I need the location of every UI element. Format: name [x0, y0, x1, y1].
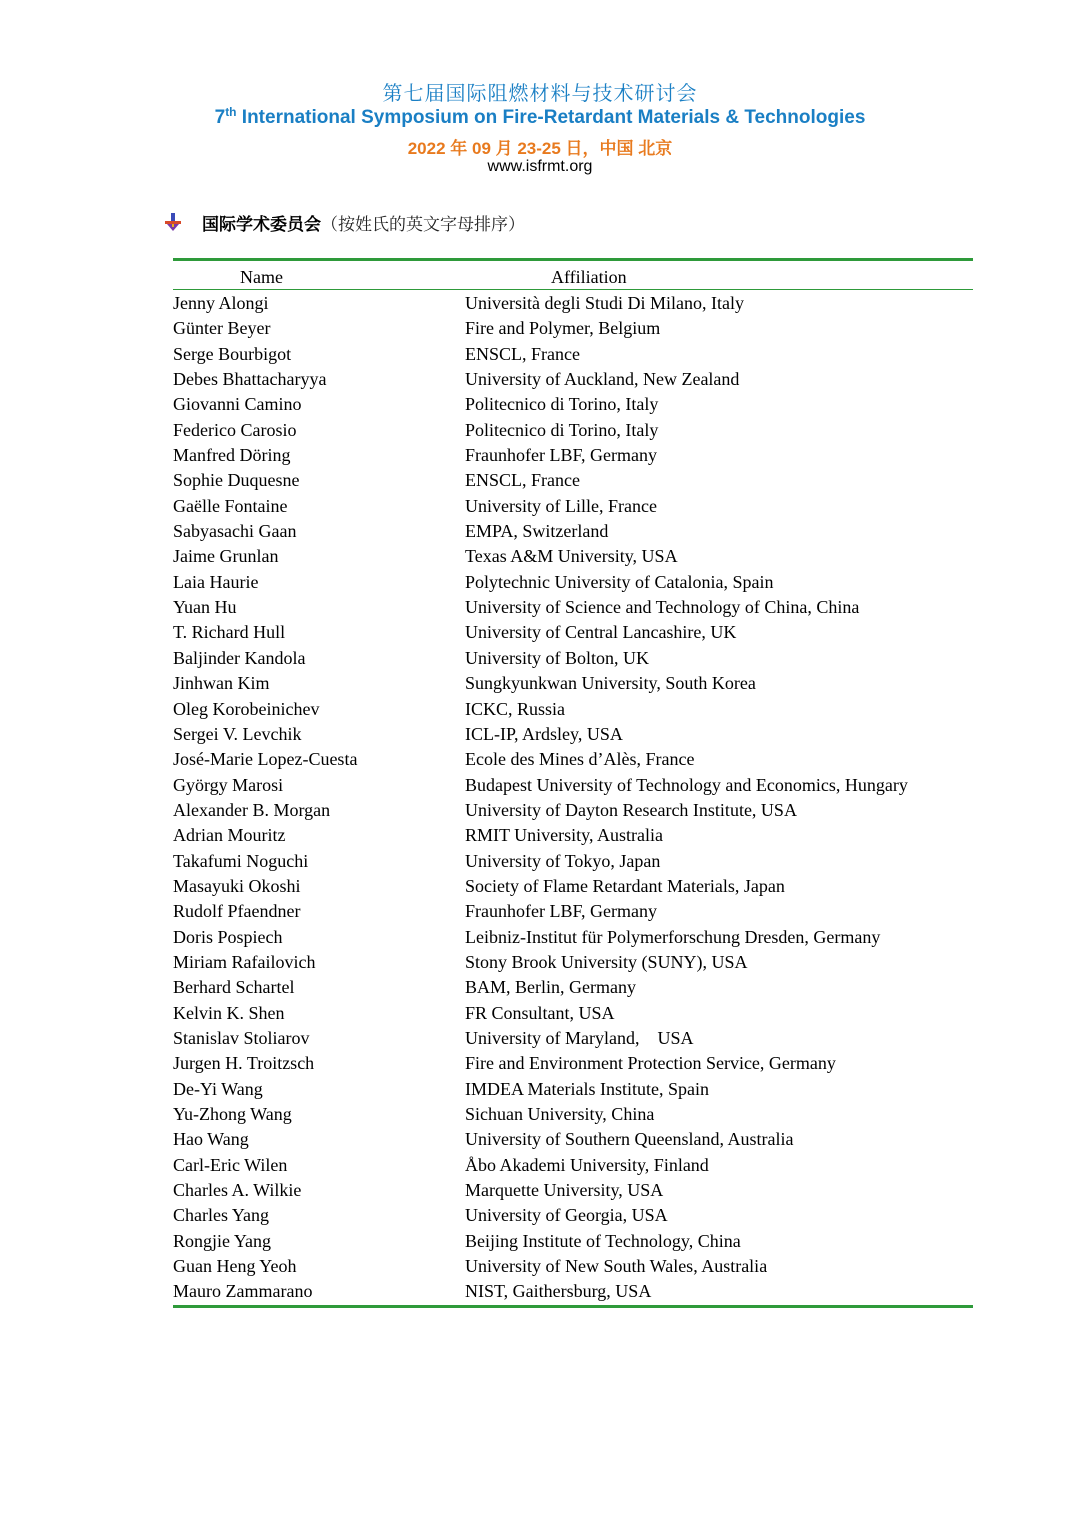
member-affiliation: University of Auckland, New Zealand [465, 369, 740, 390]
table-row [173, 544, 973, 569]
column-header-name: Name [240, 267, 283, 287]
table-row [173, 468, 973, 493]
member-affiliation: Polytechnic University of Catalonia, Spain [465, 571, 774, 592]
table-row [173, 773, 973, 798]
member-name: Jinhwan Kim [173, 673, 270, 694]
table-row [173, 1051, 973, 1076]
title-english-text: International Symposium on Fire-Retardant Materials & Technologies [236, 107, 866, 128]
table-row [173, 443, 973, 468]
member-affiliation: Fire and Polymer, Belgium [465, 318, 661, 339]
table-row [173, 1254, 973, 1279]
member-name: Berhard Schartel [173, 977, 295, 998]
member-name: Yuan Hu [173, 597, 237, 618]
table-row [173, 747, 973, 772]
member-name: Laia Haurie [173, 571, 259, 592]
member-name: Stanislav Stoliarov [173, 1027, 310, 1048]
member-name: Baljinder Kandola [173, 647, 306, 668]
table-row [173, 418, 973, 443]
member-affiliation: University of New South Wales, Australia [465, 1256, 768, 1277]
member-affiliation: Fraunhofer LBF, Germany [465, 445, 658, 466]
member-name: Takafumi Noguchi [173, 850, 309, 871]
member-name: Manfred Döring [173, 445, 291, 466]
member-name: Jurgen H. Troitzsch [173, 1053, 315, 1074]
member-name: T. Richard Hull [173, 622, 286, 643]
table-row [173, 1102, 973, 1127]
table-row [173, 620, 973, 645]
table-bottom-rule [173, 1305, 973, 1308]
table-row [173, 1077, 973, 1102]
member-affiliation: ENSCL, France [465, 343, 580, 364]
member-name: Miriam Rafailovich [173, 951, 316, 972]
member-name: Sabyasachi Gaan [173, 521, 297, 542]
member-affiliation: Politecnico di Torino, Italy [465, 419, 659, 440]
member-affiliation: ICL-IP, Ardsley, USA [465, 723, 623, 744]
table-row [173, 823, 973, 848]
section-heading [164, 210, 525, 234]
member-affiliation: Sichuan University, China [465, 1104, 655, 1124]
table-row [173, 291, 973, 316]
table-row [173, 367, 973, 392]
member-affiliation: Università degli Studi Di Milano, Italy [465, 293, 744, 313]
table-row [173, 899, 973, 924]
member-name: Jenny Alongi [173, 293, 269, 313]
member-name: Charles Yang [173, 1205, 270, 1226]
committee-table [173, 258, 973, 1308]
table-row [173, 1127, 973, 1152]
table-row [173, 1279, 973, 1304]
table-row [173, 975, 973, 1000]
member-name: György Marosi [173, 774, 284, 795]
member-affiliation: Leibniz-Institut für Polymerforschung Dresden, Germany [465, 926, 881, 947]
title-english [0, 107, 1080, 129]
member-affiliation: Marquette University, USA [465, 1180, 664, 1201]
member-name: Hao Wang [173, 1129, 249, 1150]
table-row [173, 595, 973, 620]
member-affiliation: Society of Flame Retardant Materials, Japan [465, 875, 785, 896]
member-name: Rongjie Yang [173, 1230, 272, 1251]
member-affiliation: Fraunhofer LBF, Germany [465, 901, 658, 922]
table-row [173, 1153, 973, 1178]
table-row [173, 697, 973, 722]
member-affiliation: University of Maryland, USA [465, 1027, 694, 1048]
member-name: De-Yi Wang [173, 1078, 263, 1099]
member-affiliation: University of Dayton Research Institute, USA [465, 799, 797, 820]
member-affiliation: University of Bolton, UK [465, 647, 649, 668]
member-affiliation: ICKC, Russia [465, 698, 566, 719]
table-row [173, 316, 973, 341]
member-name: Carl-Eric Wilen [173, 1154, 288, 1175]
member-affiliation: Ecole des Mines d’Alès, France [465, 749, 695, 770]
member-name: Charles A. Wilkie [173, 1180, 302, 1201]
table-row [173, 519, 973, 544]
table-row [173, 1026, 973, 1051]
table-row [173, 494, 973, 519]
member-name: Sergei V. Levchik [173, 723, 302, 744]
title-english-number: 7 [214, 107, 226, 128]
table-row [173, 1229, 973, 1254]
member-affiliation: University of Southern Queensland, Australia [465, 1129, 794, 1150]
member-affiliation: Åbo Akademi University, Finland [465, 1154, 709, 1175]
table-row [173, 1178, 973, 1203]
member-affiliation: Beijing Institute of Technology, China [465, 1230, 741, 1251]
member-affiliation: Budapest University of Technology and Economics, Hungary [465, 774, 908, 795]
table-row [173, 392, 973, 417]
table-header [173, 261, 973, 290]
member-affiliation: University of Central Lancashire, UK [465, 622, 737, 643]
member-affiliation: Politecnico di Torino, Italy [465, 394, 659, 415]
member-name: Serge Bourbigot [173, 343, 292, 364]
member-name: Jaime Grunlan [173, 546, 279, 567]
member-affiliation: IMDEA Materials Institute, Spain [465, 1078, 709, 1099]
member-name: Oleg Korobeinichev [173, 698, 320, 719]
table-row [173, 950, 973, 975]
member-name: Giovanni Camino [173, 394, 302, 415]
member-name: Günter Beyer [173, 318, 271, 339]
table-row [173, 798, 973, 823]
title-chinese: 第七届国际阻燃材料与技术研讨会 [382, 81, 698, 105]
member-name: Yu-Zhong Wang [173, 1104, 292, 1124]
table-row [173, 570, 973, 595]
member-name: Adrian Mouritz [173, 825, 286, 846]
member-affiliation: University of Lille, France [465, 495, 657, 516]
member-affiliation: EMPA, Switzerland [465, 521, 609, 542]
table-row [173, 646, 973, 671]
member-name: Guan Heng Yeoh [173, 1256, 297, 1277]
member-name: Alexander B. Morgan [173, 799, 331, 820]
member-affiliation: Stony Brook University (SUNY), USA [465, 951, 748, 972]
member-affiliation: Texas A&M University, USA [465, 546, 678, 567]
table-row [173, 1001, 973, 1026]
table-row [173, 925, 973, 950]
member-name: Sophie Duquesne [173, 470, 300, 491]
member-affiliation: University of Georgia, USA [465, 1205, 668, 1226]
table-row [173, 874, 973, 899]
table-row [173, 671, 973, 696]
member-affiliation: University of Tokyo, Japan [465, 850, 661, 871]
member-affiliation: BAM, Berlin, Germany [465, 977, 636, 998]
member-name: Kelvin K. Shen [173, 1002, 285, 1023]
member-affiliation: RMIT University, Australia [465, 825, 663, 846]
website-link[interactable]: www.isfrmt.org [487, 158, 593, 175]
member-name: Gaëlle Fontaine [173, 495, 288, 516]
member-name: Federico Carosio [173, 419, 297, 440]
table-row [173, 849, 973, 874]
section-title: 国际学术委员会 [202, 214, 321, 235]
member-affiliation: University of Science and Technology of China, China [465, 597, 860, 618]
member-affiliation: Fire and Environment Protection Service, Germany [465, 1053, 836, 1074]
column-header-affiliation: Affiliation [551, 267, 627, 287]
member-name: Mauro Zammarano [173, 1281, 313, 1302]
member-name: Masayuki Okoshi [173, 875, 301, 896]
member-name: Doris Pospiech [173, 926, 283, 947]
member-name: Rudolf Pfaendner [173, 901, 301, 922]
member-affiliation: FR Consultant, USA [465, 1002, 615, 1023]
member-affiliation: NIST, Gaithersburg, USA [465, 1281, 652, 1302]
title-english-ordinal: th [225, 105, 237, 119]
member-affiliation: Sungkyunkwan University, South Korea [465, 673, 756, 694]
table-row [173, 342, 973, 367]
member-name: José-Marie Lopez-Cuesta [173, 749, 358, 770]
table-body [173, 290, 973, 1305]
table-row [173, 722, 973, 747]
arrow-down-bullet-icon [164, 212, 182, 232]
member-affiliation: ENSCL, France [465, 470, 580, 491]
date-location: 2022 年 09 月 23-25 日，中国 北京 [407, 139, 673, 158]
member-name: Debes Bhattacharyya [173, 369, 327, 390]
section-note: （按姓氏的英文字母排序） [321, 214, 525, 235]
table-row [173, 1203, 973, 1228]
